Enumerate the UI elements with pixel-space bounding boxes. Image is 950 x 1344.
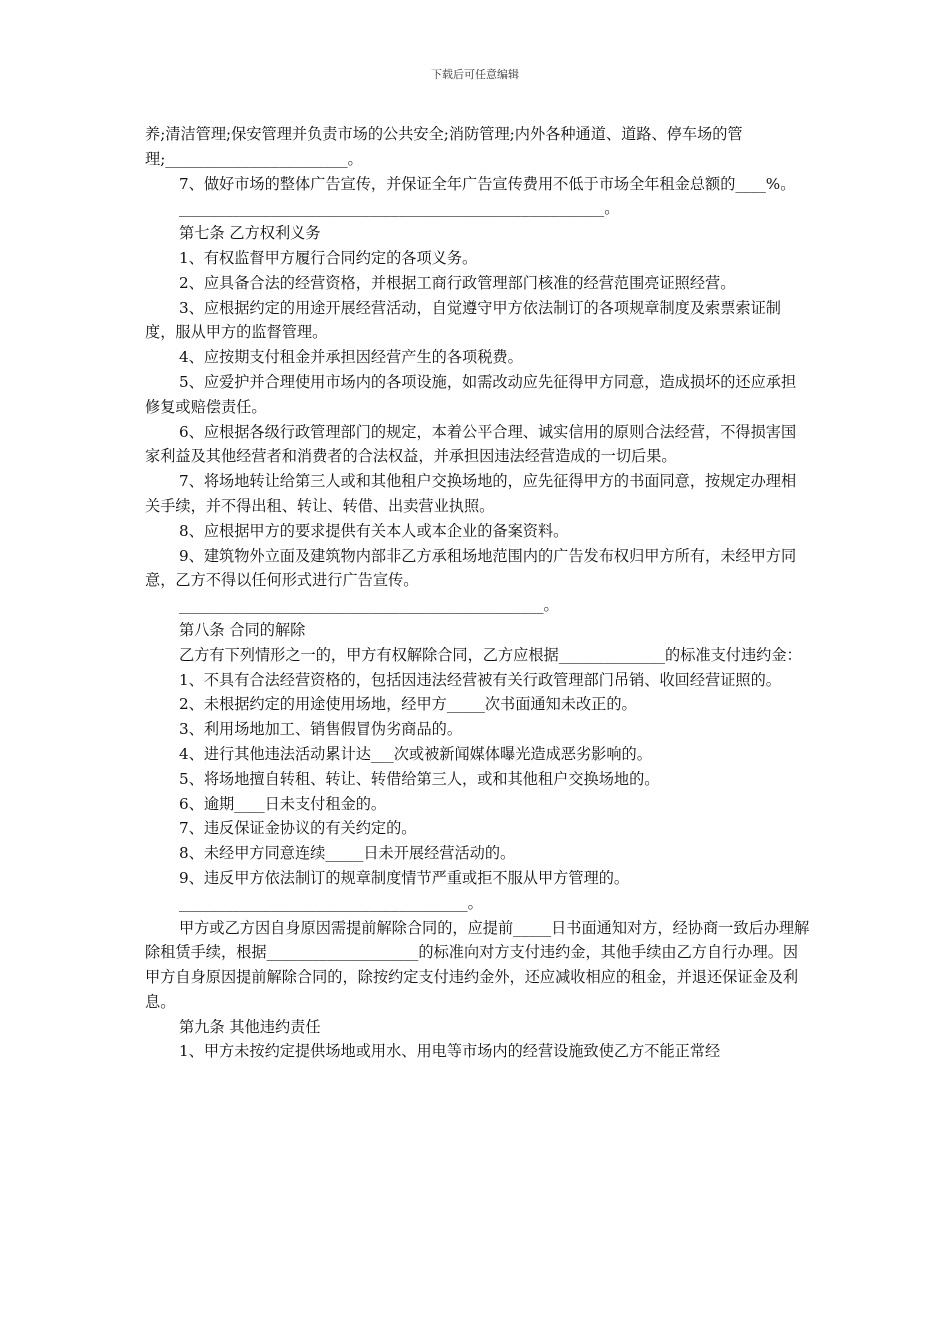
- list-item: 1、甲方未按约定提供场地或用水、用电等市场内的经营设施致使乙方不能正常经: [179, 1042, 721, 1061]
- blank-line: ______________________________________。: [179, 893, 483, 912]
- list-item: 3、利用场地加工、销售假冒伪劣商品的。: [179, 720, 463, 739]
- list-item: 2、未根据约定的用途使用场地，经甲方_____次书面通知未改正的。: [179, 695, 637, 714]
- list-item: 5、应爱护并合理使用市场内的各项设施，如需改动应先征得甲方同意，造成损坏的还应承担修复或赔偿责任。: [145, 372, 797, 416]
- list-item: 4、应按期支付租金并承担因经营产生的各项税费。: [179, 348, 523, 367]
- list-item: 7、将场地转让给第三人或和其他租户交换场地的，应先征得甲方的书面同意，按规定办理相关手续，并不得出租、转让、转借、出卖营业执照。: [145, 472, 797, 515]
- section-heading: 第七条 乙方权利义务: [179, 224, 321, 243]
- list-item: 2、应具备合法的经营资格，并根据工商行政管理部门核准的经营范围亮证照经营。: [179, 273, 736, 292]
- list-item: 4、进行其他违法活动累计达___次或被新闻媒体曝光造成恶劣影响的。: [179, 744, 652, 763]
- list-item: 9、违反甲方依法制订的规章制度情节严重或拒不服从甲方管理的。: [179, 868, 630, 887]
- list-item: 5、将场地擅自转租、转让、转借给第三人，或和其他租户交换场地的。: [179, 769, 660, 788]
- list-item: 1、不具有合法经营资格的，包括因违法经营被有关行政管理部门吊销、收回经营证照的。: [179, 670, 781, 689]
- paragraph: 乙方有下列情形之一的，甲方有权解除合同，乙方应根据______________的标准支付违约金：: [179, 645, 802, 664]
- section-heading: 第八条 合同的解除: [179, 620, 306, 639]
- blank-line: ________________________________________________。: [179, 596, 559, 615]
- list-item: 7、违反保证金协议的有关约定的。: [179, 819, 417, 838]
- paragraph: 甲方或乙方因自身原因需提前解除合同的，应提前_____日书面通知对方，经协商一致后办理解除租赁手续，根据____________________的标准向对方支付违约金，其他手续由乙方自行办理。因甲方自身原因提前解除合同的，除按约定支付违约金外，还应减收相应的租金，并退还保证金及利息。: [145, 918, 810, 1011]
- paragraph: 养;清洁管理;保安管理并负责市场的公共安全;消防管理;内外各种通道、道路、停车场的管理;________________________。: [145, 125, 743, 168]
- section-heading: 第九条 其他违约责任: [179, 1017, 321, 1036]
- blank-line: ________________________________________________________。: [179, 199, 620, 218]
- page-header: 下载后可任意编辑: [431, 68, 519, 81]
- list-item: 8、未经甲方同意连续_____日未开展经营活动的。: [179, 844, 516, 863]
- list-item: 1、有权监督甲方履行合同约定的各项义务。: [179, 248, 478, 267]
- list-item: 9、建筑物外立面及建筑物内部非乙方承租场地范围内的广告发布权归甲方所有，未经甲方同意，乙方不得以任何形式进行广告宣传。: [145, 546, 797, 590]
- list-item: 7、做好市场的整体广告宣传，并保证全年广告宣传费用不低于市场全年租金总额的____%。: [179, 174, 796, 193]
- document-body: [145, 122, 810, 1064]
- list-item: 6、应根据各级行政管理部门的规定，本着公平合理、诚实信用的原则合法经营，不得损害国家利益及其他经营者和消费者的合法权益，并承担因违法经营造成的一切后果。: [145, 422, 797, 466]
- list-item: 8、应根据甲方的要求提供有关本人或本企业的备案资料。: [179, 521, 569, 540]
- list-item: 3、应根据约定的用途开展经营活动，自觉遵守甲方依法制订的各项规章制度及索票索证制度，服从甲方的监督管理。: [145, 298, 781, 342]
- list-item: 6、逾期____日未支付租金的。: [179, 794, 387, 813]
